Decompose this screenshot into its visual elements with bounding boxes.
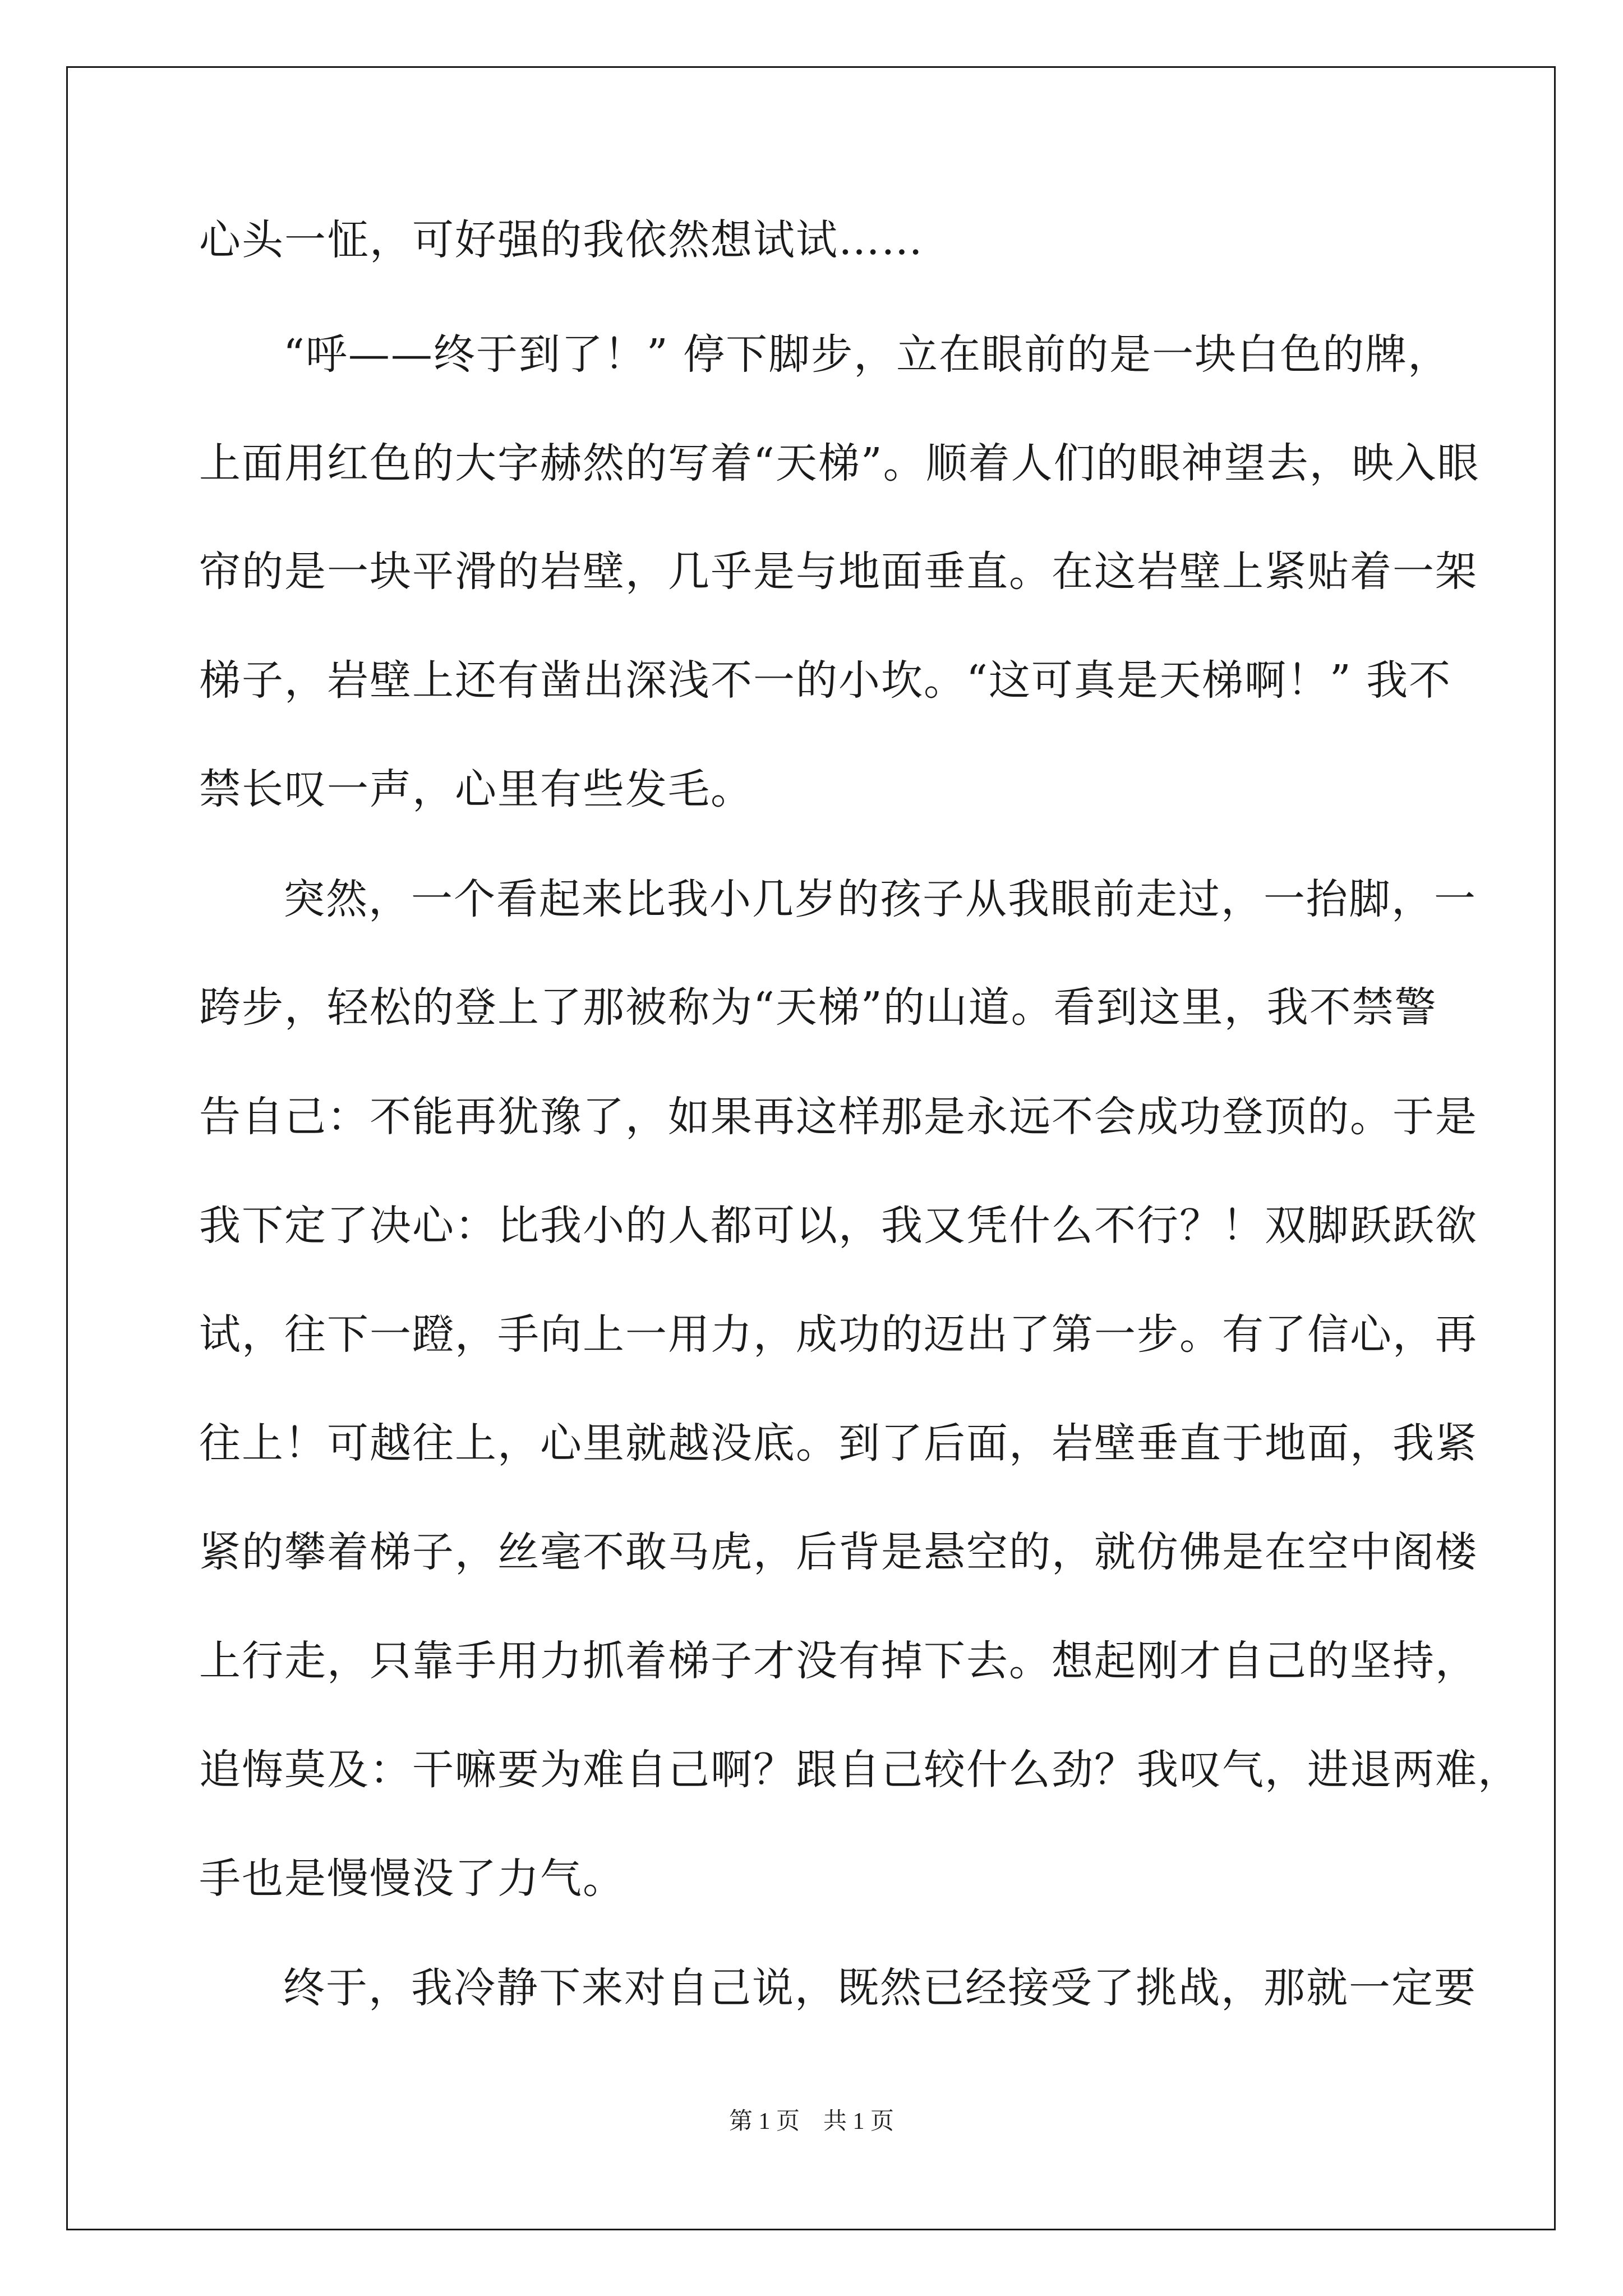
text-line: 梯子，岩壁上还有凿出深浅不一的小坎。“这可真是天梯啊！” 我不 xyxy=(199,656,1452,705)
text-line: 心头一怔，可好强的我依然想试试…… xyxy=(199,216,924,264)
footer-spacer xyxy=(800,2109,823,2134)
text-line: 突然，一个看起来比我小几岁的孩子从我眼前走过，一抬脚，一 xyxy=(283,875,1477,923)
text-line: 紧的攀着梯子，丝毫不敢马虎，后背是悬空的，就仿佛是在空中阁楼 xyxy=(199,1528,1478,1576)
text-line: 终于，我冷静下来对自己说，既然已经接受了挑战，那就一定要 xyxy=(283,1964,1477,2012)
text-line: 上面用红色的大字赫然的写着“天梯”。顺着人们的眼神望去，映入眼 xyxy=(199,439,1480,487)
page-total: 共 1 页 xyxy=(823,2109,895,2134)
text-line: 告自己：不能再犹豫了，如果再这样那是永远不会成功登顶的。于是 xyxy=(199,1093,1478,1141)
text-line: 手也是慢慢没了力气。 xyxy=(199,1855,625,1903)
text-line: 追悔莫及：干嘛要为难自己啊？跟自己较什么劲？我叹气，进退两难， xyxy=(199,1746,1520,1794)
text-line: 上行走，只靠手用力抓着梯子才没有掉下去。想起刚才自己的坚持， xyxy=(199,1637,1478,1685)
text-line: 帘的是一块平滑的岩壁，几乎是与地面垂直。在这岩壁上紧贴着一架 xyxy=(199,547,1478,596)
text-line: “呼——终于到了！” 停下脚步，立在眼前的是一块白色的牌， xyxy=(283,330,1451,379)
page-footer xyxy=(0,2105,1623,2138)
text-line: 跨步，轻松的登上了那被称为“天梯”的山道。看到这里，我不禁警 xyxy=(199,983,1437,1032)
text-line: 往上！可越往上，心里就越没底。到了后面，岩壁垂直于地面，我紧 xyxy=(199,1419,1478,1467)
text-line: 试，往下一蹬，手向上一用力，成功的迈出了第一步。有了信心，再 xyxy=(199,1310,1478,1359)
page-number: 第 1 页 xyxy=(728,2109,800,2134)
text-line: 我下定了决心：比我小的人都可以，我又凭什么不行？！双脚跃跃欲 xyxy=(199,1202,1478,1250)
text-line: 禁长叹一声，心里有些发毛。 xyxy=(199,765,753,813)
